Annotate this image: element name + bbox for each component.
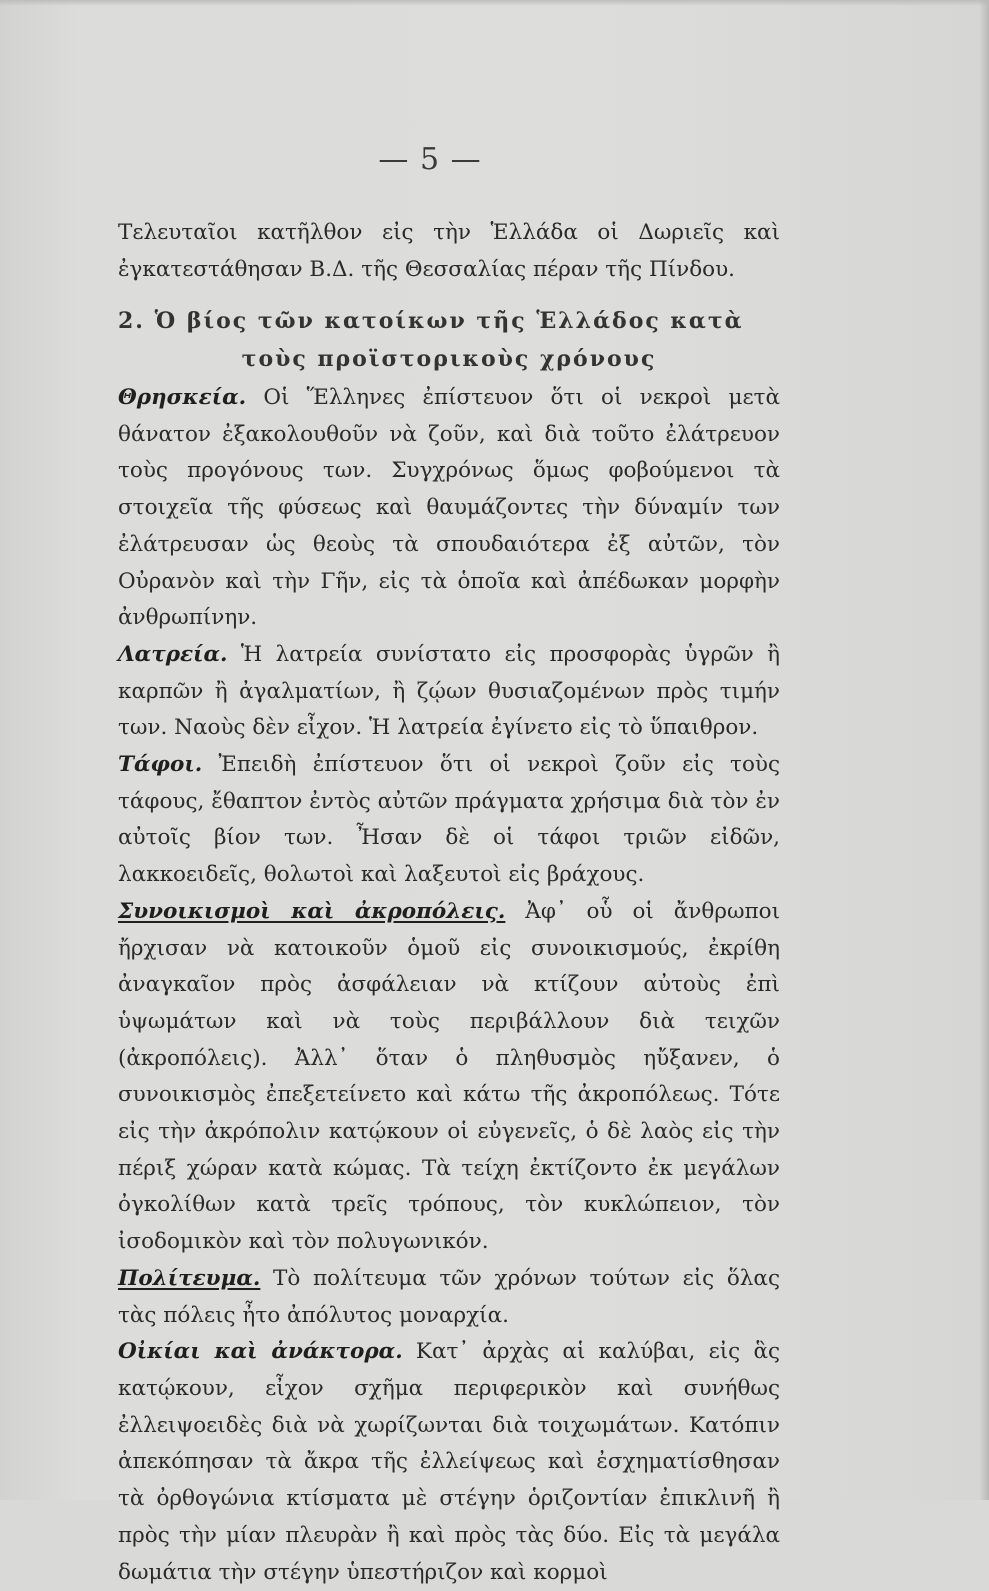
page-edge-right <box>979 0 989 1500</box>
paragraph-polity <box>118 1261 780 1334</box>
paragraph-worship <box>118 637 780 747</box>
paragraph-text: Ἡ λατρεία συνίστατο εἰς προσφορὰς ὑγρῶν ἢ καρπῶν ἢ ἀγαλματίων, ἢ ζῴων θυσιαζομένων πρὸς τιμήν των. Ναοὺς δὲν εἶχον. Ἡ λατρεία ἐγίνετο εἰς τὸ ὕπαιθρον. <box>118 641 780 741</box>
paragraph-houses <box>118 1334 780 1591</box>
page-number: — 5 — <box>378 142 482 177</box>
paragraph-text: Ἀφ᾽ οὗ οἱ ἄνθρωποι ἤρχισαν νὰ κατοικοῦν ὁμοῦ εἰς συνοικισμούς, ἐκρίθη ἀναγκαῖον πρὸς ἀσφάλειαν νὰ κτίζουν αὐτοὺς ἐπὶ ὑψωμάτων καὶ νὰ τοὺς περιβάλλουν διὰ τειχῶν (ἀκροπόλεις). Ἀλλ᾽ ὅταν ὁ πληθυσμὸς ηὔξανεν, ὁ συνοικισμὸς ἐπεξετείνετο καὶ κάτω τῆς ἀκροπόλεως. Τότε εἰς τὴν ἀκρόπολιν κατῴκουν οἱ εὐγενεῖς, ὁ δὲ λαὸς εἰς τὴν πέριξ χώραν κατὰ κώμας. Τὰ τείχη ἐκτίζοντο ἐκ μεγάλων ὀγκολίθων κατὰ τρεῖς τρόπους, τὸν κυκλώπειον, τὸν ἰσοδομικὸν καὶ τὸν πολυγωνικόν. <box>118 898 780 1255</box>
intro-paragraph: Τελευταῖοι κατῆλθον εἰς τὴν Ἑλλάδα οἱ Δωριεῖς καὶ ἐγκατεστάθησαν Β.Δ. τῆς Θεσσαλίας πέραν τῆς Πίνδου. <box>118 220 780 282</box>
section-heading <box>118 302 780 378</box>
paragraph-settlements <box>118 894 780 1261</box>
paragraph-text: Κατ᾽ ἀρχὰς αἱ καλύβαι, εἰς ἃς κατῴκουν, εἶχον σχῆμα περιφερικὸν καὶ συνήθως ἐλλειψοειδὲς διὰ νὰ χωρίζωνται διὰ τοιχωμάτων. Κατόπιν ἀπεκόπησαν τὰ ἄκρα τῆς ἐλλείψεως καὶ ἐσχηματίσθησαν τὰ ὀρθογώνια κτίσματα μὲ στέγην ὁριζοντίαν ἐπικλινῆ ἢ πρὸς τὴν μίαν πλευρὰν ἢ καὶ πρὸς τὰς δύο. Εἰς τὰ μεγάλα δωμάτια τὴν στέγην ὑπεστήριζον καὶ κορμοὶ <box>118 1339 781 1585</box>
term-label: Λατρεία. <box>118 641 228 667</box>
page-edge-top <box>0 0 989 6</box>
term-label: Θρησκεία. <box>118 385 247 410</box>
paragraph-text: Τὸ πολίτευμα τῶν χρόνων τούτων εἰς ὅλας τὰς πόλεις ἦτο ἀπόλυτος μοναρχία. <box>118 1265 780 1328</box>
term-label: Συνοικισμοὶ καὶ ἀκροπόλεις. <box>118 898 506 924</box>
paragraph-text: Οἱ Ἕλληνες ἐπίστευον ὅτι οἱ νεκροὶ μετὰ θάνατον ἐξακολουθοῦν νὰ ζοῦν, καὶ διὰ τοῦτο ἐλάτρευον τοὺς προγόνους των. Συγχρόνως ὅμως φοβούμενοι τὰ στοιχεῖα τῆς φύσεως καὶ θαυμάζοντες τὴν δύναμίν των ἐλάτρευσαν ὡς θεοὺς τὰ σπουδαιότερα ἐξ αὐτῶν, τὸν Οὐρανὸν καὶ τὴν Γῆν, εἰς τὰ ὁποῖα καὶ ἀπέδωκαν μορφὴν ἀνθρωπίνην. <box>118 385 780 631</box>
term-label: Οἰκίαι καὶ ἀνάκτορα. <box>118 1339 403 1365</box>
term-label: Πολίτευμα. <box>118 1265 261 1291</box>
body-text <box>118 380 780 1591</box>
paragraph-tombs <box>118 747 780 894</box>
term-label: Τάφοι. <box>118 752 203 778</box>
heading-line-2: τοὺς προϊστορικοὺς χρόνους <box>241 346 657 372</box>
paragraph-text: Ἐπειδὴ ἐπίστευον ὅτι οἱ νεκροὶ ζοῦν εἰς τοὺς τάφους, ἔθαπτον ἐντὸς αὐτῶν πράγματα χρήσιμα διὰ τὸν ἐν αὐτοῖς βίον των. Ἦσαν δὲ οἱ τάφοι τριῶν εἰδῶν, λακκοειδεῖς, θολωτοὶ καὶ λαξευτοὶ εἰς βράχους. <box>118 752 780 888</box>
paragraph-religion <box>118 380 780 637</box>
heading-line-1: 2. Ὁ βίος τῶν κατοίκων τῆς Ἑλλάδος κατὰ <box>118 308 744 334</box>
